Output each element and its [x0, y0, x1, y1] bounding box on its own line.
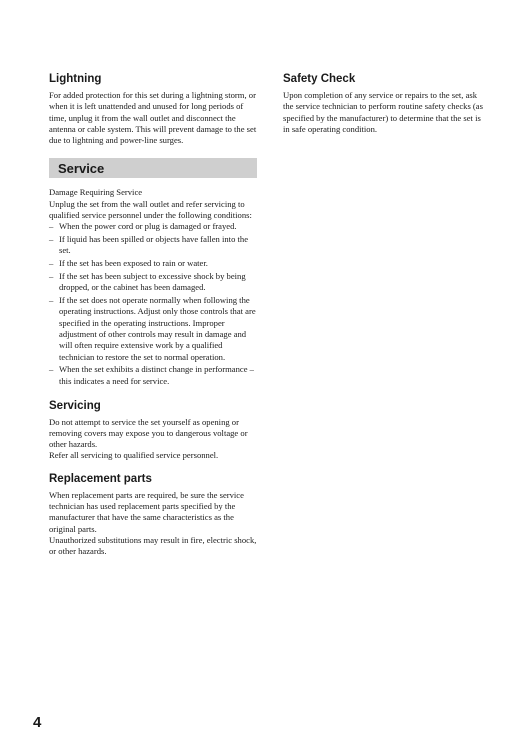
lightning-heading: Lightning: [49, 73, 102, 85]
list-item: – If liquid has been spilled or objects have fallen into the set.: [49, 234, 249, 256]
right-column: [283, 72, 483, 135]
safety-check-body: Upon completion of any service or repairs to the set, ask the service technician to perform routine safety checks (as specified by the manufacturer) to determine that the set is in safe operating condition.: [283, 90, 483, 134]
list-item: – When the set exhibits a distinct change in performance – this indicates a need for service.: [49, 364, 254, 386]
service-banner: [49, 158, 257, 178]
replacement-parts-heading: Replacement parts: [49, 472, 152, 485]
servicing-body-1: Do not attempt to service the set yourself as opening or removing covers may expose you to dangerous voltage or other hazards.: [49, 416, 248, 450]
servicing-heading: Servicing: [49, 399, 101, 412]
page-number: 4: [33, 714, 42, 731]
service-subheading: Damage Requiring Service: [49, 187, 143, 198]
list-item: – If the set has been subject to excessive shock by being dropped, or the cabinet has been damaged.: [49, 271, 246, 293]
list-item: – When the power cord or plug is damaged or frayed.: [49, 221, 237, 232]
replacement-parts-body-2: Unauthorized substitutions may result in fire, electric shock, or other hazards.: [49, 534, 257, 557]
left-column: [49, 72, 257, 558]
service-banner-label: Service: [58, 160, 105, 176]
servicing-body-2: Refer all servicing to qualified service personnel.: [49, 450, 219, 461]
list-item: – If the set does not operate normally when following the operating instructions. Adjust only those controls that are specified in the operating instructions. Improper adjustment of other controls may result in damage and will often require extensive work by a qualified technician to restore the set to normal operation.: [49, 295, 256, 362]
list-item: – If the set has been exposed to rain or water.: [49, 258, 208, 269]
service-conditions-list: [49, 221, 257, 387]
lightning-body: For added protection for this set during a lightning storm, or when it is left unattended and unused for long periods of time, unplug it from the wall outlet and disconnect the antenna or cable system. This will prevent damage to the set due to lightning and power-line surges.: [49, 90, 257, 146]
service-intro: Unplug the set from the wall outlet and refer servicing to qualified service personnel under the following conditions:: [49, 198, 252, 221]
replacement-parts-body-1: When replacement parts are required, be sure the service technician has used replacement parts specified by the manufacturer that have the same characteristics as the original parts.: [49, 489, 244, 534]
safety-check-heading: Safety Check: [283, 73, 356, 85]
